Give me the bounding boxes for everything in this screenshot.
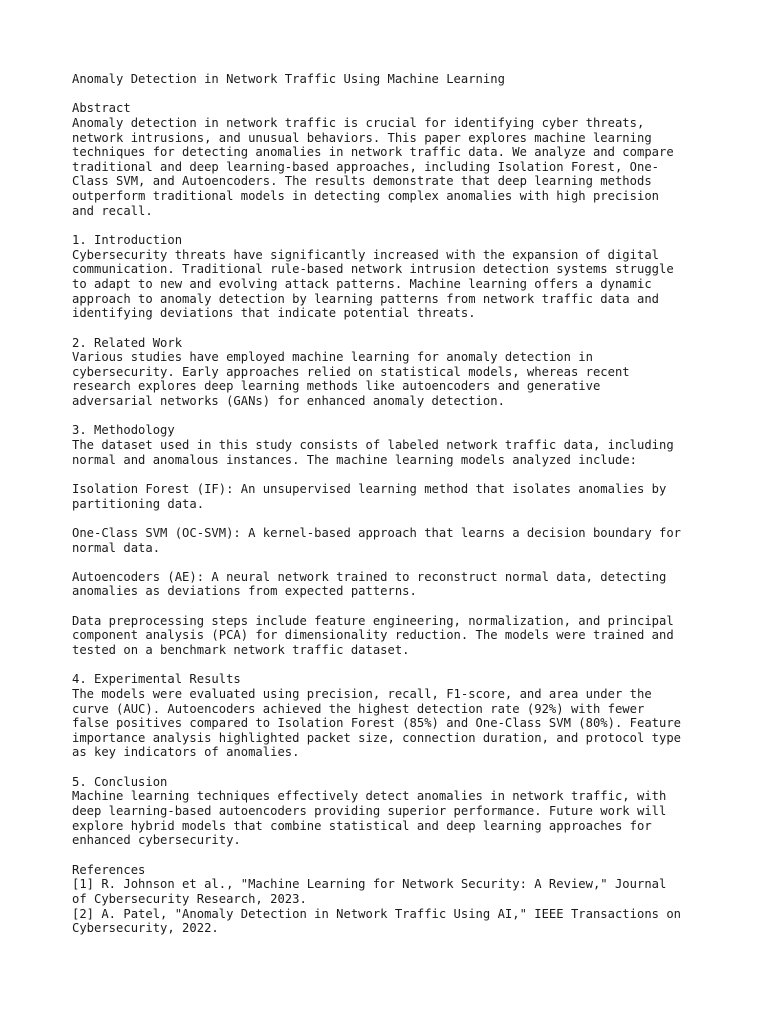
abstract-line: techniques for detecting anomalies in network traffic data. We analyze and compare [72, 145, 674, 160]
section-heading-methodology: 3. Methodology [72, 423, 175, 438]
section-heading-conclusion: 5. Conclusion [72, 774, 168, 789]
reference-entry: Cybersecurity, 2022. [72, 921, 219, 936]
model-item-autoencoders: Autoencoders (AE): A neural network trained to reconstruct normal data, detecting [72, 569, 667, 584]
spacer [72, 511, 712, 526]
related-work-section [72, 336, 712, 409]
paper-title: Anomaly Detection in Network Traffic Using Machine Learning [72, 72, 505, 86]
reference-entry: [1] R. Johnson et al., "Machine Learning for Network Security: A Review," Journal [72, 877, 667, 892]
related-work-line: adversarial networks (GANs) for enhanced anomaly detection. [72, 394, 505, 409]
section-heading-references: References [72, 862, 146, 877]
related-work-line: research explores deep learning methods like autoencoders and generative [72, 379, 601, 394]
spacer [72, 760, 712, 775]
conclusion-line: deep learning-based autoencoders providing superior performance. Future work will [72, 804, 667, 819]
conclusion-line: Machine learning techniques effectively detect anomalies in network traffic, with [72, 789, 667, 804]
introduction-line: Cybersecurity threats have significantly increased with the expansion of digital [72, 247, 659, 262]
introduction-line: identifying deviations that indicate potential threats. [72, 306, 476, 321]
abstract-line: traditional and deep learning-based approaches, including Isolation Forest, One- [72, 159, 659, 174]
introduction-section [72, 233, 712, 321]
model-item-autoencoders: anomalies as deviations from expected patterns. [72, 584, 417, 599]
methodology-line: normal and anomalous instances. The machine learning models analyzed include: [72, 452, 637, 467]
section-heading-results: 4. Experimental Results [72, 672, 241, 687]
conclusion-line: enhanced cybersecurity. [72, 833, 241, 848]
model-item-one-class-svm: One-Class SVM (OC-SVM): A kernel-based approach that learns a decision boundary for [72, 525, 682, 540]
spacer [72, 555, 712, 570]
results-line: false positives compared to Isolation Forest (85%) and One-Class SVM (80%). Feature [72, 716, 682, 731]
results-line: as key indicators of anomalies. [72, 745, 300, 760]
related-work-line: Various studies have employed machine learning for anomaly detection in [72, 350, 593, 365]
model-item-one-class-svm: normal data. [72, 540, 161, 555]
spacer [72, 467, 712, 482]
abstract-section [72, 101, 712, 218]
conclusion-section [72, 775, 712, 848]
spacer [72, 658, 712, 673]
paper-page [72, 72, 712, 936]
abstract-line: Class SVM, and Autoencoders. The results demonstrate that deep learning methods [72, 174, 652, 189]
spacer [72, 87, 712, 102]
results-line: The models were evaluated using precision, recall, F1-score, and area under the [72, 686, 652, 701]
reference-entry: of Cybersecurity Research, 2023. [72, 891, 307, 906]
model-item-isolation-forest: partitioning data. [72, 496, 205, 511]
conclusion-line: explore hybrid models that combine statistical and deep learning approaches for [72, 818, 652, 833]
methodology-line: The dataset used in this study consists of labeled network traffic data, including [72, 438, 674, 453]
introduction-line: communication. Traditional rule-based network intrusion detection systems struggle [72, 262, 674, 277]
methodology-section [72, 423, 712, 657]
introduction-line: to adapt to new and evolving attack patterns. Machine learning offers a dynamic [72, 276, 652, 291]
introduction-line: approach to anomaly detection by learning patterns from network traffic data and [72, 291, 659, 306]
results-line: importance analysis highlighted packet size, connection duration, and protocol type [72, 730, 682, 745]
reference-entry: [2] A. Patel, "Anomaly Detection in Network Traffic Using AI," IEEE Transactions on [72, 906, 682, 921]
spacer [72, 848, 712, 863]
spacer [72, 218, 712, 233]
abstract-line: outperform traditional models in detecting complex anomalies with high precision [72, 189, 659, 204]
related-work-line: cybersecurity. Early approaches relied on statistical models, whereas recent [72, 364, 630, 379]
abstract-heading: Abstract [72, 101, 131, 116]
spacer [72, 321, 712, 336]
model-item-isolation-forest: Isolation Forest (IF): An unsupervised learning method that isolates anomalies by [72, 481, 667, 496]
methodology-line: Data preprocessing steps include feature engineering, normalization, and principal [72, 613, 674, 628]
section-heading-introduction: 1. Introduction [72, 233, 183, 248]
methodology-line: tested on a benchmark network traffic dataset. [72, 642, 410, 657]
results-section [72, 672, 712, 760]
results-line: curve (AUC). Autoencoders achieved the highest detection rate (92%) with fewer [72, 701, 645, 716]
abstract-line: Anomaly detection in network traffic is crucial for identifying cyber threats, [72, 115, 645, 130]
section-heading-related-work: 2. Related Work [72, 335, 183, 350]
methodology-line: component analysis (PCA) for dimensionality reduction. The models were trained and [72, 628, 674, 643]
spacer [72, 599, 712, 614]
abstract-line: network intrusions, and unusual behaviors. This paper explores machine learning [72, 130, 652, 145]
references-section [72, 863, 712, 936]
spacer [72, 409, 712, 424]
abstract-line: and recall. [72, 203, 153, 218]
